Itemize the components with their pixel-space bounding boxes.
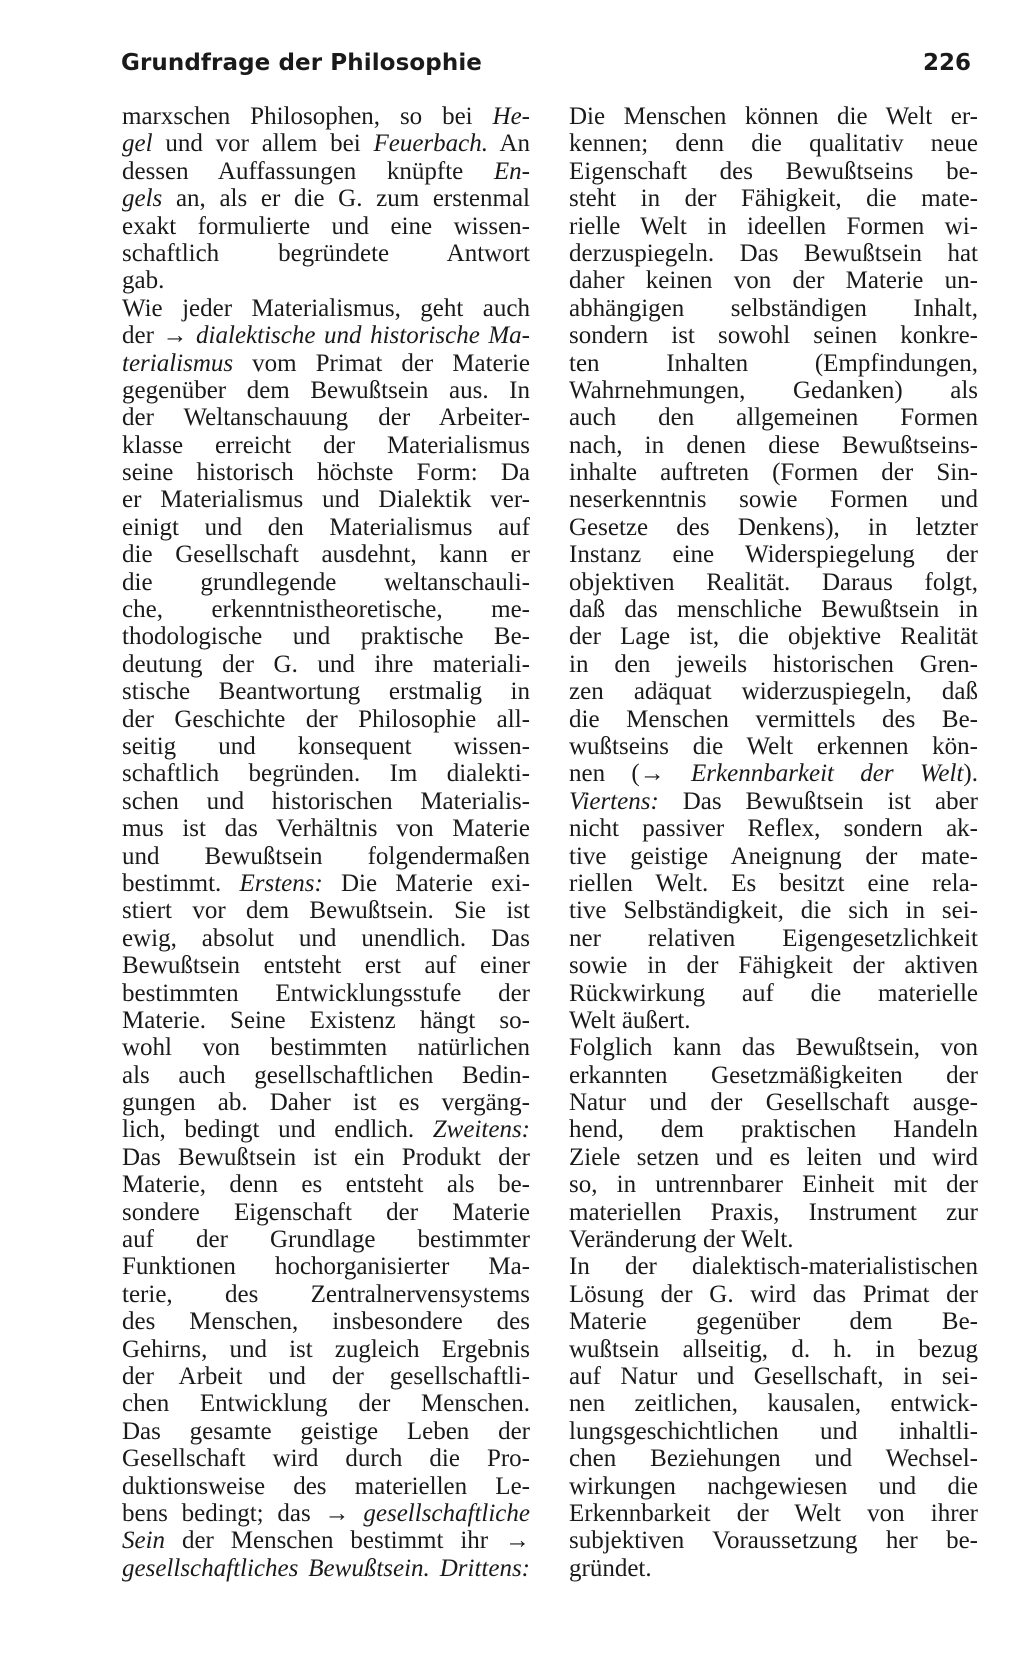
- left-column: [122, 103, 530, 1582]
- text-line: [122, 569, 530, 596]
- text-line: [122, 130, 530, 157]
- text-line: [122, 432, 530, 459]
- text-line: [122, 541, 530, 568]
- text-line: [569, 1336, 978, 1363]
- text-segment: als auch gesellschaftlichen Bedin-: [122, 1061, 530, 1089]
- text-segment: exakt formulierte und eine wissen-: [122, 212, 530, 240]
- text-line: [569, 514, 978, 541]
- text-line: [122, 788, 530, 815]
- text-segment: materiellen Praxis, Instrument zur: [569, 1198, 978, 1226]
- text-segment: Rückwirkung auf die materielle: [569, 979, 978, 1007]
- text-line: [569, 459, 978, 486]
- text-segment: so, in untrennbarer Einheit mit der: [569, 1171, 978, 1199]
- text-line: [122, 1473, 530, 1500]
- text-line: [569, 377, 978, 404]
- text-segment: Zweitens:: [432, 1116, 530, 1144]
- text-line: [122, 514, 530, 541]
- text-line: [569, 678, 978, 705]
- text-segment: derzuspiegeln. Das Bewußtsein hat: [569, 239, 978, 267]
- text-segment: terie, des Zentralnervensystems: [122, 1280, 530, 1308]
- text-line: [569, 733, 978, 760]
- text-segment: dialektische und historische Ma-: [196, 322, 530, 350]
- text-segment: die Gesellschaft ausdehnt, kann er: [122, 541, 530, 569]
- text-line: [569, 843, 978, 870]
- text-line: [569, 1363, 978, 1390]
- text-segment: nicht passiver Reflex, sondern ak-: [569, 815, 978, 843]
- text-line: [569, 185, 978, 212]
- text-line: [122, 240, 530, 267]
- text-line: [569, 350, 978, 377]
- text-line: [122, 706, 530, 733]
- text-line: [569, 788, 978, 815]
- text-segment: wirkungen nachgewiesen und die: [569, 1472, 978, 1500]
- text-segment: bestimmt.: [122, 869, 240, 897]
- text-segment: Sein: [122, 1527, 166, 1555]
- text-segment: riellen Welt. Es besitzt eine rela-: [569, 869, 978, 897]
- text-line: [569, 1144, 978, 1171]
- text-line: [122, 1390, 530, 1417]
- text-segment: auch den allgemeinen Formen: [569, 404, 978, 432]
- text-segment: wußtsein allseitig, d. h. in bezug: [569, 1335, 978, 1363]
- text-segment: stiert vor dem Bewußtsein. Sie ist: [122, 897, 530, 925]
- text-line: [122, 733, 530, 760]
- text-segment: seitig und konsequent wissen-: [122, 732, 530, 760]
- text-segment: nach, in denen diese Bewußtseins-: [569, 431, 978, 459]
- text-line: [122, 1062, 530, 1089]
- text-line: [569, 760, 978, 787]
- text-line: [569, 1034, 978, 1061]
- text-line: [122, 158, 530, 185]
- text-segment: dessen Auffassungen knüpfte: [122, 157, 494, 185]
- text-segment: gesellschaftliche: [363, 1499, 530, 1527]
- running-head: Grundfrage der Philosophie: [121, 50, 482, 76]
- text-line: [569, 925, 978, 952]
- text-segment: der →: [122, 322, 197, 350]
- right-column: [569, 103, 978, 1582]
- text-segment: Gesellschaft wird durch die Pro-: [122, 1445, 530, 1473]
- text-segment: Erstens:: [239, 869, 323, 897]
- text-segment: Erkennbarkeit der Welt von ihrer: [569, 1499, 978, 1527]
- page-number: 226: [922, 50, 971, 76]
- text-segment: Folglich kann das Bewußtsein, von: [569, 1034, 978, 1062]
- text-segment: deutung der G. und ihre materiali-: [122, 650, 530, 678]
- text-segment: in den jeweils historischen Gren-: [569, 650, 978, 678]
- text-segment: che, erkenntnistheoretische, me-: [122, 596, 530, 624]
- text-line: [122, 1034, 530, 1061]
- text-segment: neserkenntnis sowie Formen und: [569, 486, 978, 514]
- text-line: [122, 103, 530, 130]
- text-segment: Viertens:: [569, 787, 659, 815]
- text-line: [569, 1500, 978, 1527]
- text-segment: auf der Grundlage bestimmter: [122, 1226, 530, 1254]
- text-line: [122, 1336, 530, 1363]
- text-segment: einigt und den Materialismus auf: [122, 513, 530, 541]
- text-line: [569, 240, 978, 267]
- text-line: [569, 1555, 978, 1582]
- text-line: [569, 1062, 978, 1089]
- text-line: [569, 1007, 978, 1034]
- text-segment: ).: [963, 760, 978, 788]
- text-segment: Eigenschaft des Bewußtseins be-: [569, 157, 978, 185]
- text-line: [569, 1253, 978, 1280]
- text-line: [122, 267, 530, 294]
- text-line: [569, 213, 978, 240]
- text-segment: der Menschen bestimmt ihr →: [165, 1527, 530, 1555]
- text-segment: gungen ab. Daher ist es vergäng-: [122, 1089, 530, 1117]
- text-line: [122, 322, 530, 349]
- text-line: [569, 1418, 978, 1445]
- text-line: [569, 980, 978, 1007]
- text-segment: sowie in der Fähigkeit der aktiven: [569, 952, 978, 980]
- text-line: [569, 103, 978, 130]
- text-line: [122, 1527, 530, 1554]
- text-segment: Lösung der G. wird das Primat der: [569, 1280, 978, 1308]
- text-line: [122, 1116, 530, 1143]
- text-segment: chen Entwicklung der Menschen.: [122, 1390, 530, 1418]
- text-line: [569, 651, 978, 678]
- text-line: [122, 213, 530, 240]
- text-line: [569, 322, 978, 349]
- text-line: [569, 541, 978, 568]
- text-line: [122, 678, 530, 705]
- text-segment: subjektiven Voraussetzung her be-: [569, 1527, 978, 1555]
- text-segment: Gesetze des Denkens), in letzter: [569, 513, 978, 541]
- text-segment: erkannten Gesetzmäßigkeiten der: [569, 1061, 978, 1089]
- text-line: [569, 1116, 978, 1143]
- text-line: [122, 1281, 530, 1308]
- text-line: [122, 1007, 530, 1034]
- text-segment: Bewußtsein entsteht erst auf einer: [122, 952, 530, 980]
- text-segment: zen adäquat widerzuspiegeln, daß: [569, 678, 978, 706]
- text-segment: bestimmten Entwicklungsstufe der: [122, 979, 530, 1007]
- text-segment: gründet.: [569, 1554, 652, 1582]
- text-segment: lich, bedingt und endlich.: [122, 1116, 433, 1144]
- text-line: [569, 1445, 978, 1472]
- text-segment: abhängigen selbständigen Inhalt,: [569, 294, 978, 322]
- text-segment: stische Beantwortung erstmalig in: [122, 678, 530, 706]
- text-segment: Gehirns, und ist zugleich Ergebnis: [122, 1335, 530, 1363]
- text-line: [569, 1226, 978, 1253]
- text-segment: schen und historischen Materialis-: [122, 787, 530, 815]
- text-segment: En-: [493, 157, 530, 185]
- text-segment: die Menschen vermittels des Be-: [569, 705, 978, 733]
- text-line: [122, 1308, 530, 1335]
- text-segment: Materie gegenüber dem Be-: [569, 1308, 978, 1336]
- text-segment: In der dialektisch-materialistischen: [569, 1253, 978, 1281]
- text-line: [122, 843, 530, 870]
- text-segment: und vor allem bei: [152, 130, 374, 158]
- text-segment: Funktionen hochorganisierter Ma-: [122, 1253, 530, 1281]
- text-segment: kennen; denn die qualitativ neue: [569, 130, 978, 158]
- text-segment: mus ist das Verhältnis von Materie: [122, 815, 530, 843]
- text-line: [122, 623, 530, 650]
- text-segment: wußtseins die Welt erkennen kön-: [569, 732, 978, 760]
- text-segment: Die Menschen können die Welt er-: [569, 103, 978, 130]
- page-header: [121, 50, 971, 90]
- text-line: [122, 459, 530, 486]
- text-line: [122, 1226, 530, 1253]
- text-segment: vom Primat der Materie: [233, 349, 530, 377]
- text-segment: Das gesamte geistige Leben der: [122, 1417, 530, 1445]
- text-segment: hend, dem praktischen Handeln: [569, 1116, 978, 1144]
- text-segment: Ziele setzen und es leiten und wird: [569, 1143, 978, 1171]
- text-segment: Wie jeder Materialismus, geht auch: [122, 294, 530, 322]
- text-segment: ner relativen Eigengesetzlichkeit: [569, 924, 978, 952]
- text-line: [122, 404, 530, 431]
- text-line: [569, 267, 978, 294]
- text-segment: An: [488, 130, 530, 158]
- text-segment: des Menschen, insbesondere des: [122, 1308, 530, 1336]
- text-line: [569, 1089, 978, 1116]
- text-line: [122, 815, 530, 842]
- text-line: [122, 870, 530, 897]
- text-line: [569, 1390, 978, 1417]
- text-segment: rielle Welt in ideellen Formen wi-: [569, 212, 978, 240]
- text-line: [569, 815, 978, 842]
- text-line: [569, 130, 978, 157]
- text-line: [122, 1363, 530, 1390]
- text-line: [122, 1555, 530, 1582]
- text-line: [569, 706, 978, 733]
- text-line: [569, 596, 978, 623]
- text-segment: tive Selbständigkeit, die sich in sei-: [569, 897, 978, 925]
- text-segment: die grundlegende weltanschauli-: [122, 568, 530, 596]
- text-line: [569, 952, 978, 979]
- text-line: [569, 870, 978, 897]
- text-line: [122, 897, 530, 924]
- text-segment: thodologische und praktische Be-: [122, 623, 530, 651]
- text-segment: inhalte auftreten (Formen der Sin-: [569, 459, 978, 487]
- text-line: [122, 952, 530, 979]
- text-line: [122, 350, 530, 377]
- text-segment: Welt äußert.: [569, 1006, 691, 1034]
- text-segment: Das Bewußtsein ist ein Produkt der: [122, 1143, 530, 1171]
- text-segment: Erkennbarkeit der Welt: [691, 760, 964, 788]
- text-line: [122, 651, 530, 678]
- text-segment: gels: [122, 185, 163, 213]
- text-segment: sondern ist sowohl seinen konkre-: [569, 322, 978, 350]
- text-line: [122, 1253, 530, 1280]
- text-line: [569, 1199, 978, 1226]
- text-segment: He-: [492, 103, 530, 130]
- text-segment: ten Inhalten (Empfindungen,: [569, 349, 978, 377]
- text-segment: schaftlich begründen. Im dialekti-: [122, 760, 530, 788]
- text-segment: der Weltanschauung der Arbeiter-: [122, 404, 530, 432]
- text-line: [122, 1089, 530, 1116]
- text-line: [122, 1500, 530, 1527]
- text-segment: Natur und der Gesellschaft ausge-: [569, 1089, 978, 1117]
- text-segment: daß das menschliche Bewußtsein in: [569, 596, 978, 624]
- text-segment: und Bewußtsein folgendermaßen: [122, 842, 530, 870]
- text-line: [122, 1171, 530, 1198]
- text-segment: Die Materie exi-: [322, 869, 530, 897]
- text-segment: gab.: [122, 267, 165, 295]
- text-segment: sondere Eigenschaft der Materie: [122, 1198, 530, 1226]
- text-line: [122, 980, 530, 1007]
- text-segment: Das Bewußtsein ist aber: [658, 787, 978, 815]
- text-line: [569, 432, 978, 459]
- text-line: [122, 185, 530, 212]
- text-segment: Veränderung der Welt.: [569, 1226, 794, 1254]
- text-segment: ewig, absolut und unendlich. Das: [122, 924, 530, 952]
- text-segment: seine historisch höchste Form: Da: [122, 459, 530, 487]
- text-line: [122, 377, 530, 404]
- text-line: [569, 1171, 978, 1198]
- text-segment: Instanz eine Widerspiegelung der: [569, 541, 978, 569]
- text-segment: der Lage ist, die objektive Realität: [569, 623, 978, 651]
- text-line: [569, 295, 978, 322]
- text-line: [122, 1445, 530, 1472]
- text-segment: Materie, denn es entsteht als be-: [122, 1171, 530, 1199]
- text-segment: daher keinen von der Materie un-: [569, 267, 978, 295]
- text-segment: bens bedingt; das →: [122, 1499, 364, 1527]
- text-segment: er Materialismus und Dialektik ver-: [122, 486, 530, 514]
- text-line: [569, 897, 978, 924]
- text-line: [569, 569, 978, 596]
- text-line: [122, 1199, 530, 1226]
- text-line: [122, 486, 530, 513]
- text-segment: klasse erreicht der Materialismus: [122, 431, 530, 459]
- text-line: [569, 1473, 978, 1500]
- text-line: [122, 295, 530, 322]
- text-line: [122, 925, 530, 952]
- text-segment: wohl von bestimmten natürlichen: [122, 1034, 530, 1062]
- text-segment: marxschen Philosophen, so bei: [122, 103, 493, 130]
- text-segment: duktionsweise des materiellen Le-: [122, 1472, 530, 1500]
- text-line: [569, 623, 978, 650]
- text-segment: terialismus: [122, 349, 234, 377]
- text-line: [569, 1281, 978, 1308]
- text-segment: Feuerbach.: [373, 130, 489, 158]
- text-segment: Wahrnehmungen, Gedanken) als: [569, 376, 978, 404]
- text-segment: an, als er die G. zum erstenmal: [162, 185, 530, 213]
- text-segment: tive geistige Aneignung der mate-: [569, 842, 978, 870]
- text-segment: der Arbeit und der gesellschaftli-: [122, 1362, 530, 1390]
- text-segment: schaftlich begründete Antwort: [122, 239, 530, 267]
- text-segment: Materie. Seine Existenz hängt so-: [122, 1006, 530, 1034]
- text-segment: auf Natur und Gesellschaft, in sei-: [569, 1362, 978, 1390]
- text-line: [122, 1144, 530, 1171]
- text-segment: nen (→: [569, 760, 691, 788]
- text-segment: lungsgeschichtlichen und inhaltli-: [569, 1417, 978, 1445]
- text-line: [122, 760, 530, 787]
- text-line: [569, 1527, 978, 1554]
- text-segment: der Geschichte der Philosophie all-: [122, 705, 530, 733]
- text-segment: gegenüber dem Bewußtsein aus. In: [122, 376, 530, 404]
- text-segment: nen zeitlichen, kausalen, entwick-: [569, 1390, 978, 1418]
- text-line: [122, 1418, 530, 1445]
- text-line: [569, 1308, 978, 1335]
- text-segment: objektiven Realität. Daraus folgt,: [569, 568, 978, 596]
- text-segment: steht in der Fähigkeit, die mate-: [569, 185, 978, 213]
- text-segment: gel: [122, 130, 153, 158]
- text-line: [569, 486, 978, 513]
- text-segment: gesellschaftliches Bewußtsein. Drittens:: [122, 1554, 530, 1582]
- text-line: [569, 158, 978, 185]
- text-segment: chen Beziehungen und Wechsel-: [569, 1445, 978, 1473]
- text-line: [122, 596, 530, 623]
- text-line: [569, 404, 978, 431]
